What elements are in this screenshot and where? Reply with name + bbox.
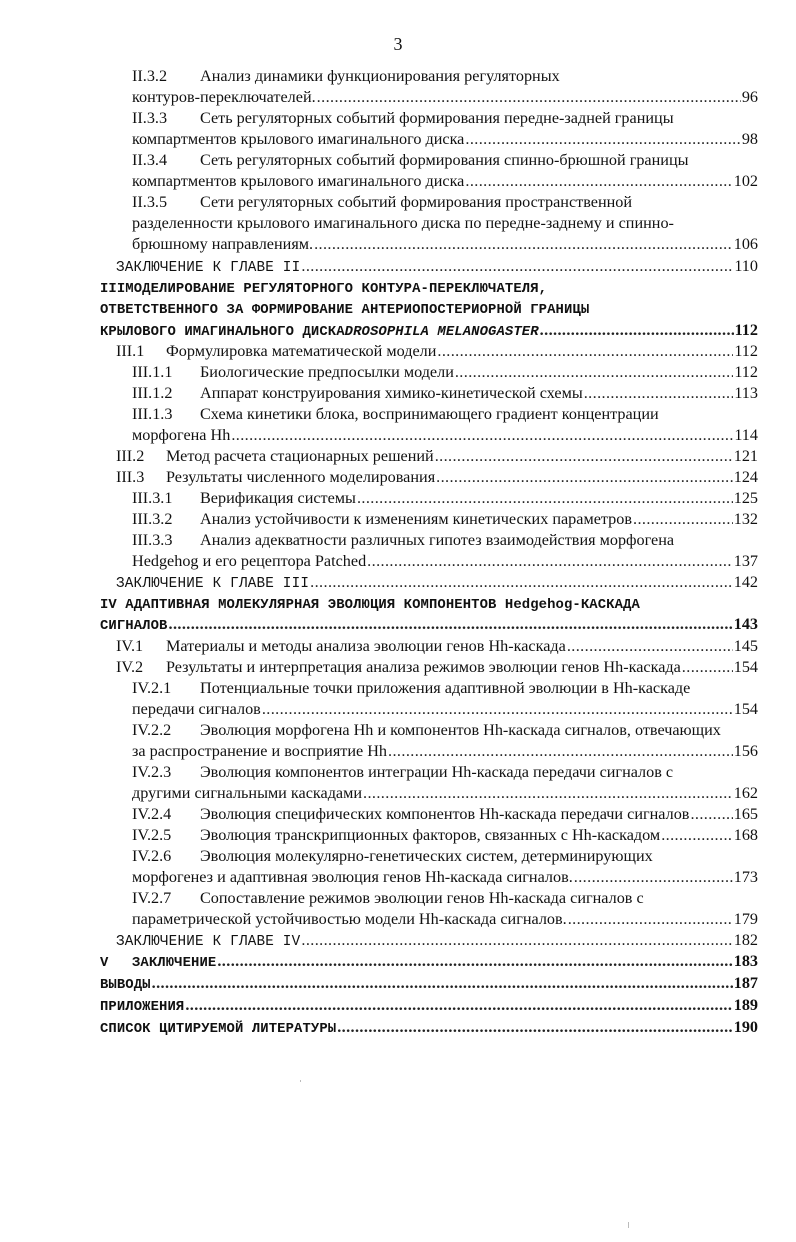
leader-dots (367, 551, 733, 572)
leader-dots (437, 341, 733, 362)
section-number: IV.2.3 (132, 763, 172, 781)
leader-dots (301, 256, 733, 277)
toc-entry-ii-3-2 (132, 66, 560, 87)
leader-dots (465, 129, 740, 150)
entry-title-cont: передачи сигналов (132, 700, 261, 718)
page-ref: 112 (734, 321, 758, 339)
toc-entry-iv-2-7-cont (132, 909, 758, 930)
entry-title: Эволюция молекулярно-генетических систем, детерминирующих (200, 847, 653, 865)
entry-title: Метод расчета стационарных решений (166, 447, 434, 465)
toc-entry-iv-2 (116, 657, 758, 678)
entry-title: Эволюция морфогена Hh и компонентов Hh-каскада сигналов, отвечающих (200, 721, 721, 739)
entry-title-cont: разделенности крылового имагинального диска по передне-заднему и спинно- (132, 214, 674, 232)
section-number: II.3.5 (132, 193, 168, 211)
section-number: III.2 (116, 447, 145, 465)
toc-entry-ii-3-5-cont (132, 213, 674, 234)
page-ref: 114 (734, 426, 758, 444)
entry-title-cont: Hedgehog и его рецептора Patched (132, 552, 367, 570)
leader-dots (690, 804, 732, 825)
toc-entry-iii-1-2 (132, 383, 758, 404)
entry-title: Материалы и методы анализа эволюции генов Hh-каскада (166, 637, 566, 655)
section-number: III.1 (116, 342, 145, 360)
leader-dots (301, 930, 732, 951)
chapter-title: СПИСОК ЦИТИРУЕМОЙ ЛИТЕРАТУРЫ (100, 1021, 337, 1037)
toc-entry-iv-2-5 (132, 825, 758, 846)
toc-entry-iv-2-1-cont (132, 699, 758, 720)
leader-dots (314, 234, 733, 255)
page-ref: 112 (734, 363, 758, 381)
section-number: III.3.1 (132, 489, 173, 507)
toc-entry-iii-3 (116, 467, 758, 488)
chapter-title: ЗАКЛЮЧЕНИЕ (132, 955, 217, 971)
leader-dots (682, 657, 733, 678)
page-ref: 190 (733, 1018, 758, 1036)
entry-title: Анализ устойчивости к изменениям кинетических параметров (200, 510, 632, 528)
section-number: III.3.2 (132, 510, 173, 528)
page-ref: 106 (733, 235, 758, 253)
entry-title: ЗАКЛЮЧЕНИЕ К ГЛАВЕ IV (116, 934, 301, 950)
toc-entry-iv-2-3-cont (132, 783, 758, 804)
leader-dots (317, 87, 741, 108)
section-number: III.1.3 (132, 405, 173, 423)
toc-entry-iii-1-3-cont (132, 425, 758, 446)
leader-dots (455, 362, 733, 383)
page-ref: 96 (741, 88, 758, 106)
entry-title: ЗАКЛЮЧЕНИЕ К ГЛАВЕ III (116, 576, 310, 592)
toc-chapter-iv-line1 (100, 593, 640, 614)
toc-entry-conclusion-iii (116, 572, 758, 593)
section-number: II.3.2 (132, 67, 168, 85)
toc-chapter-v (100, 951, 758, 972)
section-number: II.3.4 (132, 151, 168, 169)
entry-title: Верификация системы (200, 489, 356, 507)
toc-entry-iv-2-4 (132, 804, 758, 825)
toc-chapter-iii-line3 (100, 320, 758, 341)
toc-entry-ii-3-2-cont (132, 87, 758, 108)
page-ref: 154 (733, 658, 758, 676)
chapter-title: ОТВЕТСТВЕННОГО ЗА ФОРМИРОВАНИЕ АНТЕРИОПОСТЕРИОРНОЙ ГРАНИЦЫ (100, 302, 590, 318)
entry-title: Результаты и интерпретация анализа режимов эволюции генов Hh-каскада (166, 658, 681, 676)
leader-dots (633, 509, 733, 530)
section-number: IV.2.7 (132, 889, 172, 907)
leader-dots (435, 446, 733, 467)
chapter-title: СИГНАЛОВ (100, 618, 168, 634)
leader-dots (152, 973, 733, 994)
toc-entry-iv-2-2-cont (132, 741, 758, 762)
toc-entry-iii-2 (116, 446, 758, 467)
page-ref: 145 (733, 637, 758, 655)
leader-dots (540, 320, 734, 341)
entry-title-cont: контуров-переключателей. (132, 88, 316, 106)
leader-dots (584, 383, 734, 404)
toc-entry-conclusion-ii (116, 256, 758, 277)
page-ref: 179 (733, 910, 758, 928)
section-number: IV.2.5 (132, 826, 172, 844)
toc-entry-ii-3-5 (132, 192, 632, 213)
entry-title: Сети регуляторных событий формирования пространственной (200, 193, 633, 211)
leader-dots (337, 1017, 733, 1038)
entry-title: ЗАКЛЮЧЕНИЕ К ГЛАВЕ II (116, 260, 301, 276)
page-ref: 187 (733, 974, 758, 992)
leader-dots (185, 995, 732, 1016)
toc-entry-iii-1 (116, 341, 758, 362)
leader-dots (262, 699, 733, 720)
section-number: III.1.1 (132, 363, 173, 381)
leader-dots (436, 467, 733, 488)
page-ref: 142 (733, 573, 758, 591)
toc-entry-iii-3-3-cont (132, 551, 758, 572)
section-number: IV.2.2 (132, 721, 172, 739)
entry-title-cont: морфогенез и адаптивная эволюция генов Hh-каскада сигналов. (132, 868, 573, 886)
toc-entry-iii-1-1 (132, 362, 758, 383)
leader-dots (363, 783, 733, 804)
scan-speck (300, 1080, 301, 1082)
entry-title: Формулировка математической модели (166, 342, 437, 360)
toc-entry-ii-3-4-cont (132, 171, 758, 192)
chapter-title: IV АДАПТИВНАЯ МОЛЕКУЛЯРНАЯ ЭВОЛЮЦИЯ КОМПОНЕНТОВ Hedgehog-КАСКАДА (100, 597, 640, 613)
entry-title: Схема кинетики блока, воспринимающего градиент концентрации (200, 405, 659, 423)
toc-entry-ii-3-5-cont2 (132, 234, 758, 255)
entry-title: Сопоставление режимов эволюции генов Hh-каскада сигналов с (200, 889, 644, 907)
section-number: III.3.3 (132, 531, 173, 549)
toc-entry-iii-3-3 (132, 530, 674, 551)
leader-dots (465, 171, 732, 192)
chapter-title: ВЫВОДЫ (100, 977, 151, 993)
toc-entry-iv-2-2 (132, 720, 721, 741)
toc-entry-iv-2-6-cont (132, 867, 758, 888)
toc-chapter-iv-line2 (100, 614, 758, 635)
chapter-title: IIIМОДЕЛИРОВАНИЕ РЕГУЛЯТОРНОГО КОНТУРА-ПЕРЕКЛЮЧАТЕЛЯ, (100, 281, 548, 297)
toc-entry-ii-3-3 (132, 108, 674, 129)
toc-entry-iv-2-3 (132, 762, 673, 783)
entry-title-cont: компартментов крылового имагинального диска (132, 130, 465, 148)
page-ref: 124 (733, 468, 758, 486)
entry-title-cont: морфогена Hh (132, 426, 231, 444)
entry-title: Сеть регуляторных событий формирования передне-задней границы (200, 109, 674, 127)
page-ref: 162 (733, 784, 758, 802)
leader-dots (574, 867, 733, 888)
leader-dots (217, 951, 732, 972)
page-ref: 165 (733, 805, 758, 823)
page-ref: 154 (733, 700, 758, 718)
page-ref: 132 (733, 510, 758, 528)
page-ref: 102 (733, 172, 758, 190)
toc-entry-iv-2-1 (132, 678, 690, 699)
entry-title-cont: компартментов крылового имагинального диска (132, 172, 465, 190)
toc-entry-iii-1-3 (132, 404, 659, 425)
leader-dots (310, 572, 733, 593)
leader-dots (568, 909, 733, 930)
toc-entry-ii-3-3-cont (132, 129, 758, 150)
entry-title: Потенциальные точки приложения адаптивной эволюции в Hh-каскаде (200, 679, 691, 697)
entry-title: Сеть регуляторных событий формирования спинно-брюшной границы (200, 151, 689, 169)
entry-title: Эволюция транскрипционных факторов, связанных с Hh-каскадом (200, 826, 661, 844)
entry-title-cont: другими сигнальными каскадами (132, 784, 363, 802)
entry-title: Анализ адекватности различных гипотез взаимодействия морфогена (200, 531, 675, 549)
page-ref: 189 (733, 996, 758, 1014)
section-number: IV.2.6 (132, 847, 172, 865)
toc-entry-iii-3-2 (132, 509, 758, 530)
page-ref: 173 (733, 868, 758, 886)
leader-dots (357, 488, 733, 509)
page-ref: 168 (733, 826, 758, 844)
toc-findings (100, 973, 758, 994)
page-ref: 143 (733, 615, 758, 633)
toc-entry-iii-3-1 (132, 488, 758, 509)
toc-entry-iv-2-7 (132, 888, 644, 909)
toc-entry-conclusion-iv (116, 930, 758, 951)
scan-speck (628, 1222, 629, 1228)
entry-title: Аппарат конструирования химико-кинетической схемы (200, 384, 583, 402)
entry-title: Эволюция компонентов интеграции Hh-каскада передачи сигналов с (200, 763, 674, 781)
section-number: IV.2 (116, 658, 144, 676)
entry-title: Биологические предпосылки модели (200, 363, 454, 381)
page-ref: 183 (733, 952, 758, 970)
leader-dots (388, 741, 733, 762)
page-ref: 182 (733, 931, 758, 949)
page-ref: 113 (734, 384, 758, 402)
chapter-title: КРЫЛОВОГО ИМАГИНАЛЬНОГО ДИСКА (100, 324, 345, 340)
entry-title: Эволюция специфических компонентов Hh-каскада передачи сигналов (200, 805, 690, 823)
page-number: 3 (393, 34, 403, 54)
section-number: V (100, 955, 109, 971)
section-number: III.1.2 (132, 384, 173, 402)
page-ref: 121 (733, 447, 758, 465)
toc-chapter-iii-line2 (100, 298, 589, 319)
entry-title-cont: брюшному направлениям. (132, 235, 314, 253)
toc-entry-iv-2-6 (132, 846, 653, 867)
leader-dots (567, 636, 733, 657)
entry-title: Результаты численного моделирования (166, 468, 436, 486)
page-ref: 112 (734, 342, 758, 360)
page-ref: 156 (733, 742, 758, 760)
section-number: III.3 (116, 468, 145, 486)
toc-chapter-iii-line1 (100, 277, 547, 298)
entry-title-cont: параметрической устойчивостью модели Hh-каскада сигналов. (132, 910, 567, 928)
page-ref: 110 (734, 257, 758, 275)
entry-title: Анализ динамики функционирования регуляторных (200, 67, 560, 85)
toc-references (100, 1017, 758, 1038)
page-ref: 137 (733, 552, 758, 570)
page-ref: 98 (741, 130, 758, 148)
section-number: IV.2.4 (132, 805, 172, 823)
leader-dots (169, 614, 733, 635)
section-number: IV.1 (116, 637, 144, 655)
chapter-title: ПРИЛОЖЕНИЯ (100, 999, 185, 1015)
entry-title-cont: за распространение и восприятие Hh (132, 742, 388, 760)
section-number: IV.2.1 (132, 679, 172, 697)
toc-entry-ii-3-4 (132, 150, 689, 171)
leader-dots (661, 825, 733, 846)
toc-appendices (100, 995, 758, 1016)
toc-entry-iv-1 (116, 636, 758, 657)
section-number: II.3.3 (132, 109, 168, 127)
leader-dots (231, 425, 733, 446)
chapter-title-species: DROSOPHILA MELANOGASTER (344, 324, 539, 340)
page-ref: 125 (733, 489, 758, 507)
